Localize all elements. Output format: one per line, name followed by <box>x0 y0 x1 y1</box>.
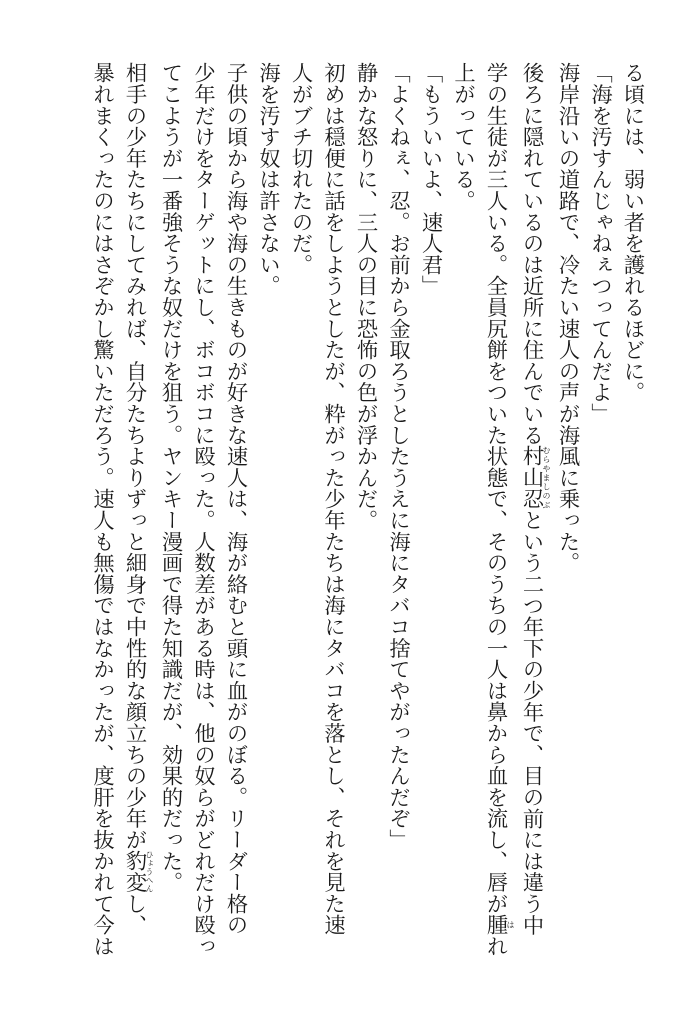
text-line: 上がっている。 <box>450 62 476 212</box>
ruby-reading: ひょうへん <box>145 850 154 893</box>
text-line: てこようが一番強そうな奴だけを狙う。ヤンキー漫画で得た知識だが、効果的だった。 <box>158 62 183 893</box>
ruby-hyouhen <box>122 850 154 893</box>
text-line: る頃には、弱い者を護れるほどに。 <box>620 62 645 403</box>
text-line: 「海を汚すんじゃねぇつってんだよ」 <box>587 62 613 425</box>
text-line-with-ruby <box>515 62 551 952</box>
text-line: 暴れまくったのにはさぞかし驚いただろう。速人も無傷ではなかったが、度肝を抜かれて今は <box>89 62 115 957</box>
text-line: 「もういいよ、速人君」 <box>418 62 443 297</box>
vertical-text-body <box>85 62 648 957</box>
ruby-reading: は <box>506 914 515 936</box>
text-segment: れ <box>483 935 508 957</box>
text-segment: 相手の少年たちにしてみれば、自分たちよりずっと細身で中性的な顔立ちの少年が <box>122 62 147 851</box>
ruby-base: 豹変 <box>122 850 147 893</box>
text-segment: 後ろに隠れているのは近所に住んでいる <box>519 62 544 446</box>
text-segment: という二つ年下の少年で、目の前には違う中 <box>519 509 544 936</box>
text-line: 海を汚す奴は許さない。 <box>255 62 281 297</box>
text-line: 「よくねぇ、忍。お前から金取ろうとしたうえに海にタバコ捨てやがったんだぞ」 <box>385 62 411 851</box>
text-line: 静かな怒りに、三人の目に恐怖の色が浮かんだ。 <box>353 62 378 531</box>
text-line: 子供の頃から海や海の生きものが好きな速人は、海が絡むと頭に血がのぼる。リーダー格の <box>223 62 248 936</box>
ruby-base: 村山忍 <box>519 445 544 510</box>
ruby-base: 腫 <box>483 914 508 936</box>
text-line-with-ruby <box>118 62 154 952</box>
ruby-hare <box>483 914 515 936</box>
text-line-with-ruby <box>479 62 515 957</box>
text-segment: し、 <box>122 892 147 936</box>
text-segment: 学の生徒が三人いる。全員尻餅をついた状態で、そのうちの一人は鼻から血を流し、唇が <box>483 62 508 914</box>
ruby-name-murayama-shinobu <box>519 445 551 510</box>
ruby-reading: むらやましのぶ <box>542 445 551 510</box>
text-line: 少年だけをターゲットにし、ボコボコに殴った。人数差がある時は、他の奴らがどれだけ殴っ <box>190 62 216 957</box>
text-line: 海岸沿いの道路で、冷たい速人の声が海風に乗った。 <box>555 62 580 574</box>
text-line: 人がブチ切れたのだ。 <box>288 62 313 275</box>
text-line: 初めは穏便に話をしようとしたが、粋がった少年たちは海にタバコを落とし、それを見た速 <box>320 62 346 936</box>
